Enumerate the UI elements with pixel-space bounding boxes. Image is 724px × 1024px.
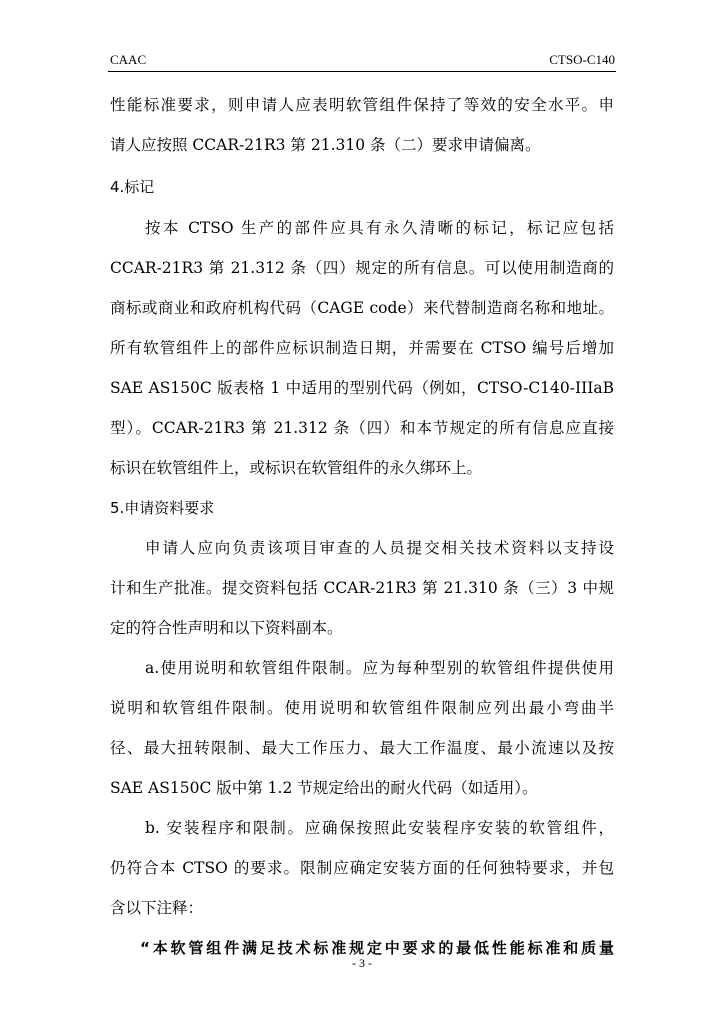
paragraph-line: SAE AS150C 版表格 1 中适用的型别代码（例如，CTSO-C140-IIIaB — [110, 379, 614, 397]
paragraph-line: 性能标准要求，则申请人应表明软管组件保持了等效的安全水平。申 — [110, 96, 614, 114]
paragraph-line: 仍符合本 CTSO 的要求。限制应确定安装方面的任何独特要求，并包 — [110, 859, 614, 877]
section-heading-application-data: 5.申请资料要求 — [110, 499, 215, 517]
paragraph-line: 说明和软管组件限制。使用说明和软管组件限制应列出最小弯曲半 — [110, 699, 614, 717]
paragraph-line: SAE AS150C 版中第 1.2 节规定给出的耐火代码（如适用）。 — [110, 779, 538, 797]
paragraph-line: b. 安装程序和限制。应确保按照此安装程序安装的软管组件， — [145, 819, 614, 837]
header-left-caac: CAAC — [110, 52, 147, 67]
section-heading-marking: 4.标记 — [110, 178, 155, 196]
paragraph-line: 含以下注释： — [110, 899, 204, 917]
paragraph-line: 申请人应向负责该项目审查的人员提交相关技术资料以支持设 — [145, 539, 614, 557]
paragraph-line: 计和生产批准。提交资料包括 CCAR-21R3 第 21.310 条（三）3 中规 — [110, 579, 614, 597]
header-right-ctso-number: CTSO-C140 — [549, 52, 615, 67]
header-rule — [108, 71, 616, 72]
paragraph-line: CCAR-21R3 第 21.312 条（四）规定的所有信息。可以使用制造商的 — [110, 259, 614, 277]
paragraph-line: 商标或商业和政府机构代码（CAGE code）来代替制造商名称和地址。 — [110, 299, 614, 317]
paragraph-line: 请人应按照 CCAR-21R3 第 21.310 条（二）要求申请偏离。 — [110, 136, 541, 154]
paragraph-line: 按本 CTSO 生产的部件应具有永久清晰的标记，标记应包括 — [145, 219, 614, 237]
paragraph-line: 标识在软管组件上，或标识在软管组件的永久绑环上。 — [110, 459, 483, 477]
paragraph-line: 所有软管组件上的部件应标识制造日期，并需要在 CTSO 编号后增加 — [110, 339, 614, 357]
quoted-note-line: “本软管组件满足技术标准规定中要求的最低性能标准和质量 — [140, 939, 614, 957]
paragraph-line: 定的符合性声明和以下资料副本。 — [110, 619, 343, 637]
paragraph-line: a.使用说明和软管组件限制。应为每种型别的软管组件提供使用 — [145, 659, 614, 677]
paragraph-line: 径、最大扭转限制、最大工作压力、最大工作温度、最小流速以及按 — [110, 739, 614, 757]
paragraph-line: 型）。CCAR-21R3 第 21.312 条（四）和本节规定的所有信息应直接 — [110, 419, 614, 437]
page-number: - 3 - — [352, 956, 372, 970]
